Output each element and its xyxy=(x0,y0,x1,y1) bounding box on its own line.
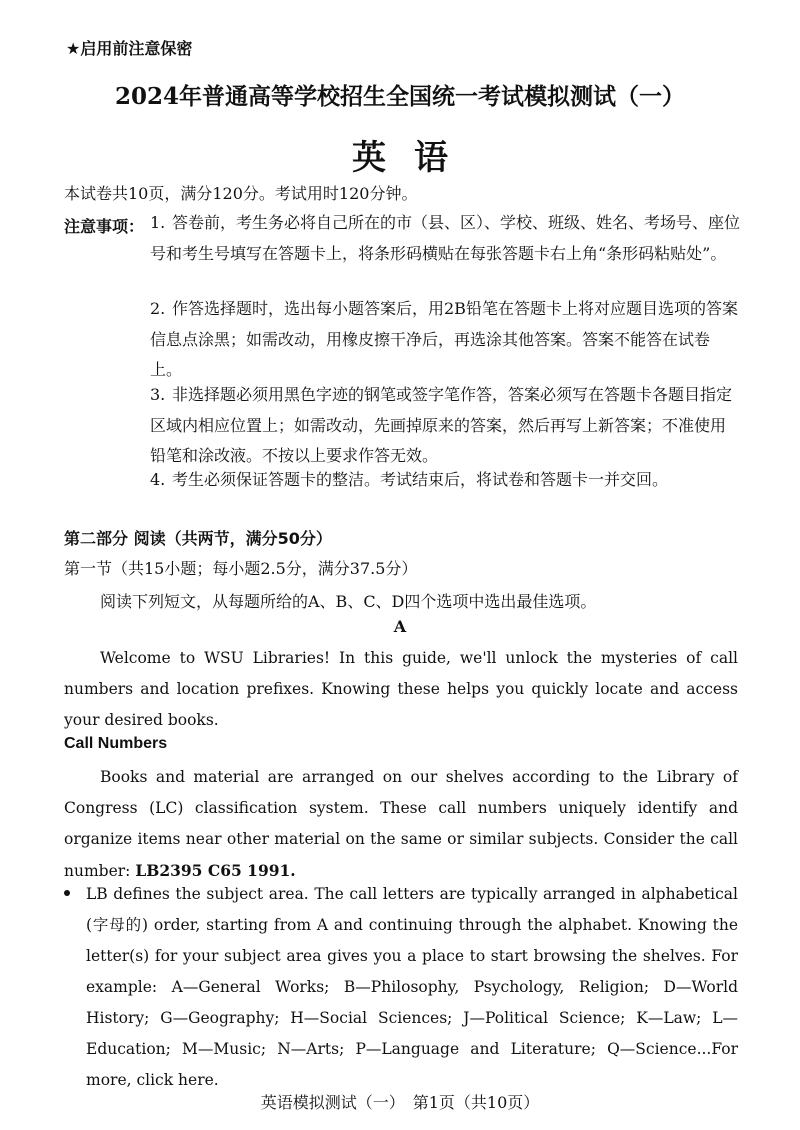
subject-title: 英语 xyxy=(352,138,476,178)
note-item xyxy=(150,294,740,386)
note-text: 答卷前，考生务必将自己所在的市（县、区）、学校、班级、姓名、考场号、座位号和考生号填写在答题卡上，将条形码横贴在每张答题卡右上角“条形码粘贴处”。 xyxy=(150,213,741,263)
passage-intro: Welcome to WSU Libraries! In this guide, we'll unlock the mysteries of call numbers and location prefixes. Knowing these helps you quickly locate and access your desired books. xyxy=(64,649,738,729)
note-text: 非选择题必须用黑色字迹的钢笔或签字笔作答，答案必须写在答题卡各题目指定区域内相应位置上；如需改动，先画掉原来的答案，然后再写上新答案；不准使用铅笔和涂改液。不按以上要求作答无效。 xyxy=(150,385,733,465)
confidential-notice: ★启用前注意保密 xyxy=(66,39,193,58)
note-number: 4. xyxy=(150,470,166,489)
passage-paragraph xyxy=(64,762,738,887)
part-title: 第二部分 阅读（共两节，满分50分） xyxy=(64,529,332,548)
bullet-item: LB defines the subject area. The call letters are typically arranged in alphabetical (字母的) order, starting from A and continuing through the alphabet. Knowing the letter(s) for your subject area gives you a place to start browsing the shelves. For example: A—General Works; B—Philosophy, Psychology, Religion; D—World History; G—Geography; H—Social Sciences; J—Political Science; K—Law; L—Education; M—Music; N—Arts; P—Language and Literature; Q—Science...For more, click here. xyxy=(86,885,738,1089)
call-numbers-heading: Call Numbers xyxy=(64,735,168,752)
call-number: LB2395 C65 1991. xyxy=(135,861,296,880)
reading-instruction: 阅读下列短文，从每题所给的A、B、C、D四个选项中选出最佳选项。 xyxy=(100,592,597,611)
note-number: 1. xyxy=(150,213,166,232)
note-item xyxy=(150,380,740,472)
note-number: 3. xyxy=(150,385,166,404)
paragraph-text: Books and material are arranged on our shelves according to the Library of Congress (LC) classification system. These call numbers uniquely identify and organize items near other material on the same or similar subjects. Consider the call number: xyxy=(64,768,738,880)
exam-info: 本试卷共10页，满分120分。考试用时120分钟。 xyxy=(64,184,418,203)
page-footer: 英语模拟测试（一） 第1页（共10页） xyxy=(260,1093,540,1112)
note-item xyxy=(150,465,740,496)
section-title: 第一节（共15小题；每小题2.5分，满分37.5分） xyxy=(64,559,418,578)
note-text: 作答选择题时，选出每小题答案后，用2B铅笔在答题卡上将对应题目选项的答案信息点涂黑；如需改动，用橡皮擦干净后，再选涂其他答案。答案不能答在试卷上。 xyxy=(150,299,738,379)
exam-title: 2024年普通高等学校招生全国统一考试模拟测试（一） xyxy=(114,83,685,110)
note-item xyxy=(150,208,740,269)
note-text: 考生必须保证答题卡的整洁。考试结束后，将试卷和答题卡一并交回。 xyxy=(172,470,669,489)
passage-letter: A xyxy=(393,617,407,636)
notes-label: 注意事项： xyxy=(64,217,145,236)
note-number: 2. xyxy=(150,299,166,318)
